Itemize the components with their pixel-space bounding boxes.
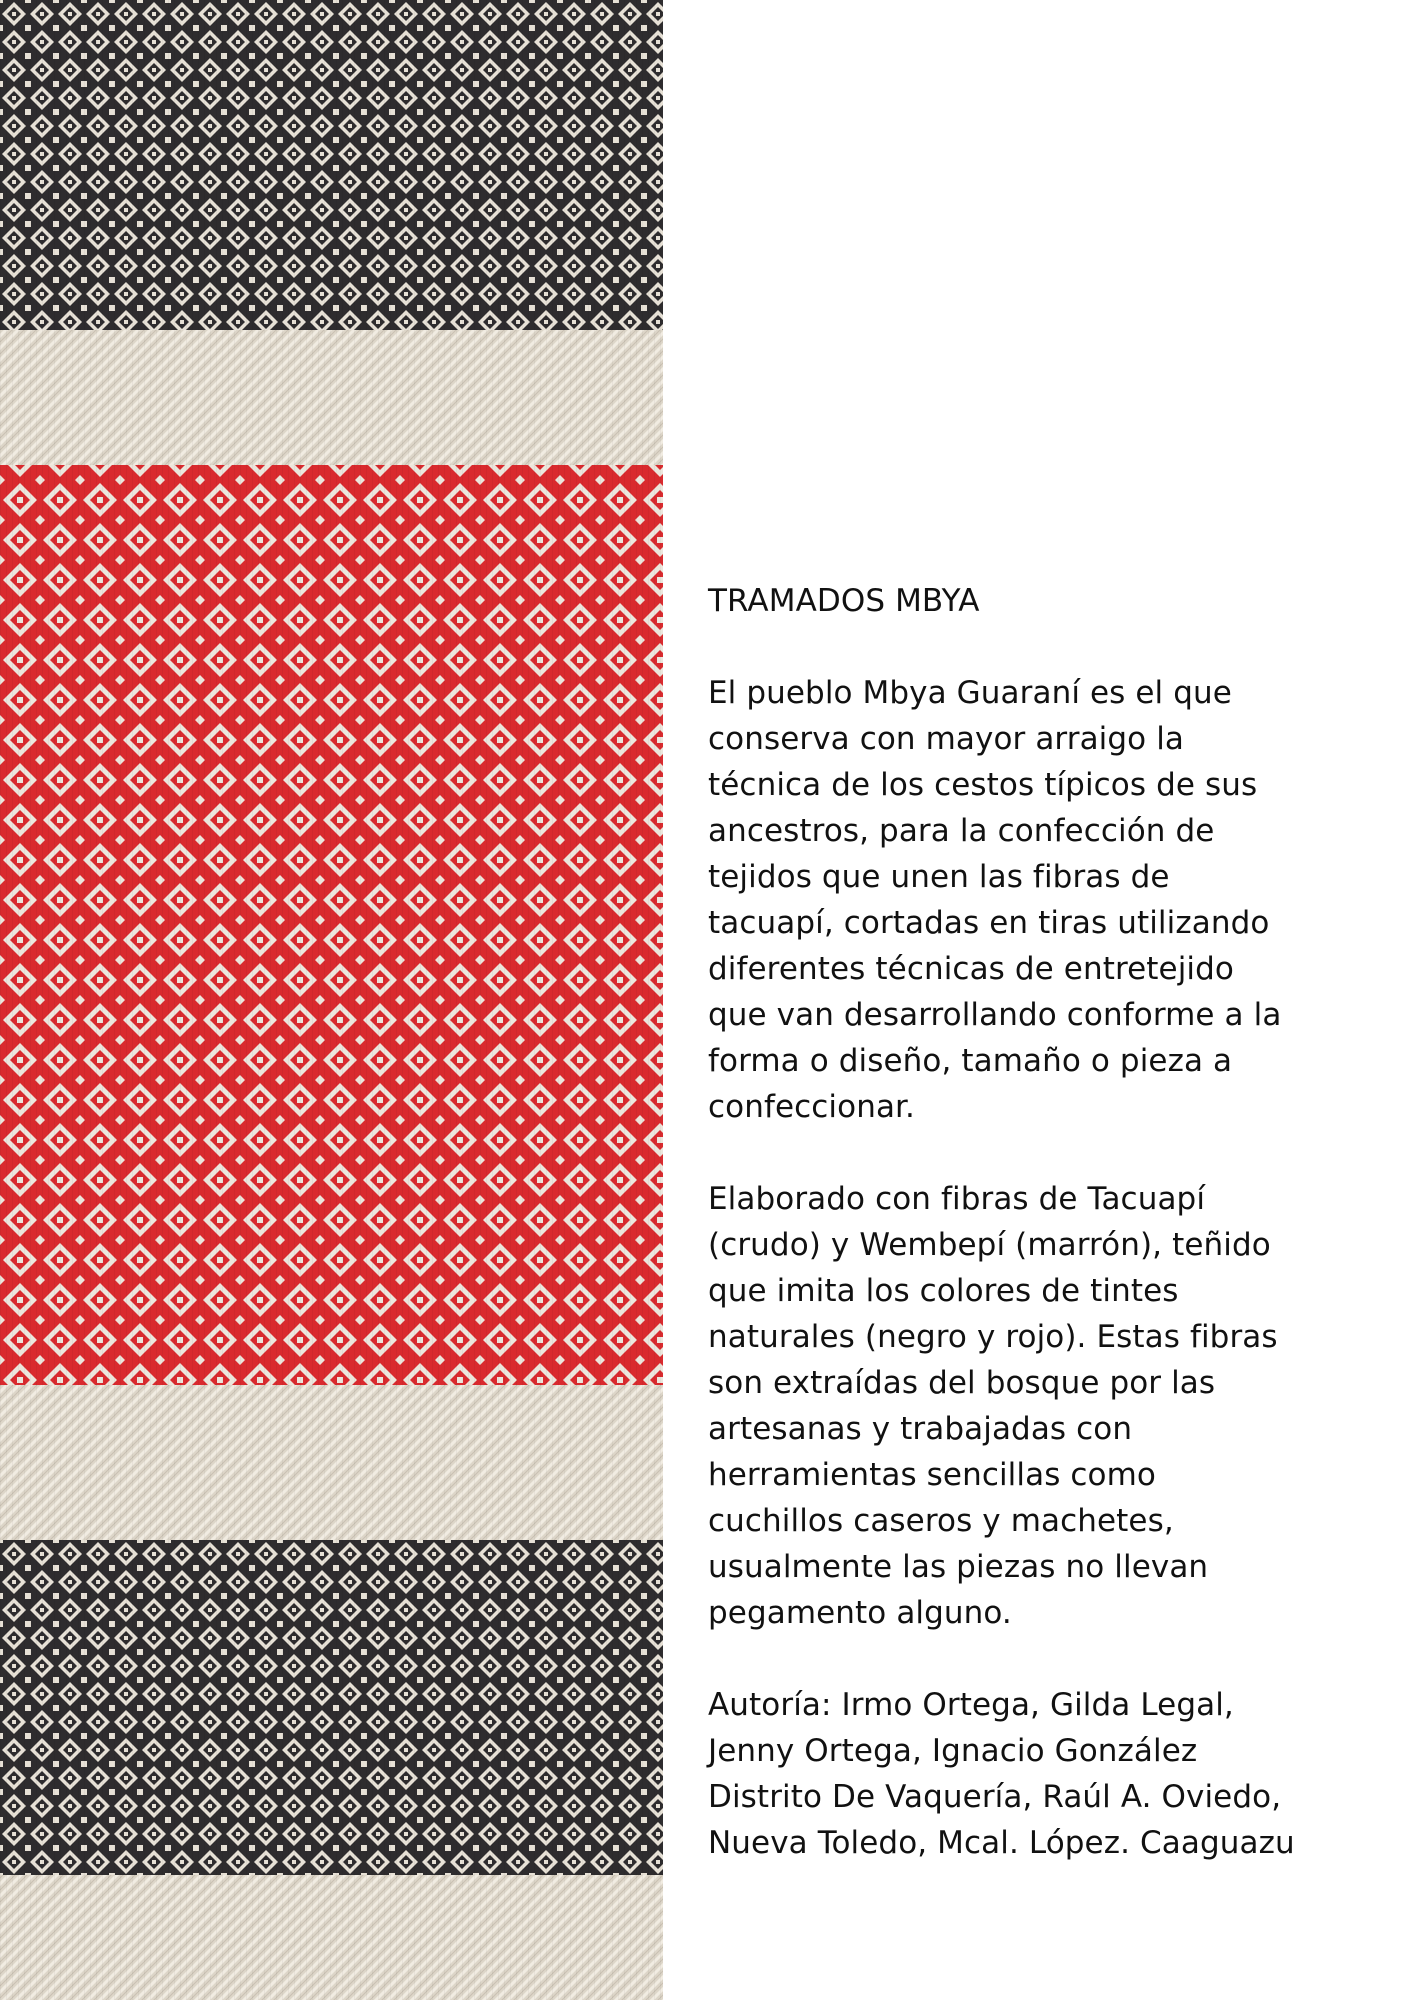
text-line: forma o diseño, tamaño o pieza a — [708, 1043, 1233, 1079]
text-line: Nueva Toledo, Mcal. López. Caaguazu — [708, 1825, 1295, 1861]
text-line: tejidos que unen las fibras de — [708, 859, 1170, 895]
text-line: ancestros, para la confección de — [708, 813, 1215, 849]
text-line: que van desarrollando conforme a la — [708, 997, 1282, 1033]
woven-tacuapi-photo — [0, 0, 663, 2000]
text-line: conserva con mayor arraigo la — [708, 721, 1184, 757]
text-line: El pueblo Mbya Guaraní es el que — [708, 675, 1232, 711]
text-line: diferentes técnicas de entretejido — [708, 951, 1234, 987]
text-line: son extraídas del bosque por las — [708, 1365, 1216, 1401]
text-line: Jenny Ortega, Ignacio González — [708, 1733, 1198, 1769]
text-line: (crudo) y Wembepí (marrón), teñido — [708, 1227, 1271, 1263]
text-line: confeccionar. — [708, 1089, 916, 1125]
text-line: cuchillos caseros y machetes, — [708, 1503, 1174, 1539]
text-line: herramientas sencillas como — [708, 1457, 1156, 1493]
paragraph-authorship — [708, 1682, 1388, 1866]
text-line: técnica de los cestos típicos de sus — [708, 767, 1258, 803]
text-line: Elaborado con fibras de Tacuapí — [708, 1181, 1206, 1217]
text-line: artesanas y trabajadas con — [708, 1411, 1133, 1447]
paragraph-materials — [708, 1176, 1388, 1636]
text-line: pegamento alguno. — [708, 1595, 1012, 1631]
paragraph-intro — [708, 670, 1388, 1130]
text-line: usualmente las piezas no llevan — [708, 1549, 1209, 1585]
text-line: Distrito De Vaquería, Raúl A. Oviedo, — [708, 1779, 1282, 1815]
text-line: Autoría: Irmo Ortega, Gilda Legal, — [708, 1687, 1234, 1723]
text-line: naturales (negro y rojo). Estas fibras — [708, 1319, 1278, 1355]
document-title: TRAMADOS MBYA — [708, 583, 980, 619]
description-column — [708, 578, 1388, 1912]
text-line: tacuapí, cortadas en tiras utilizando — [708, 905, 1270, 941]
text-line: que imita los colores de tintes — [708, 1273, 1179, 1309]
